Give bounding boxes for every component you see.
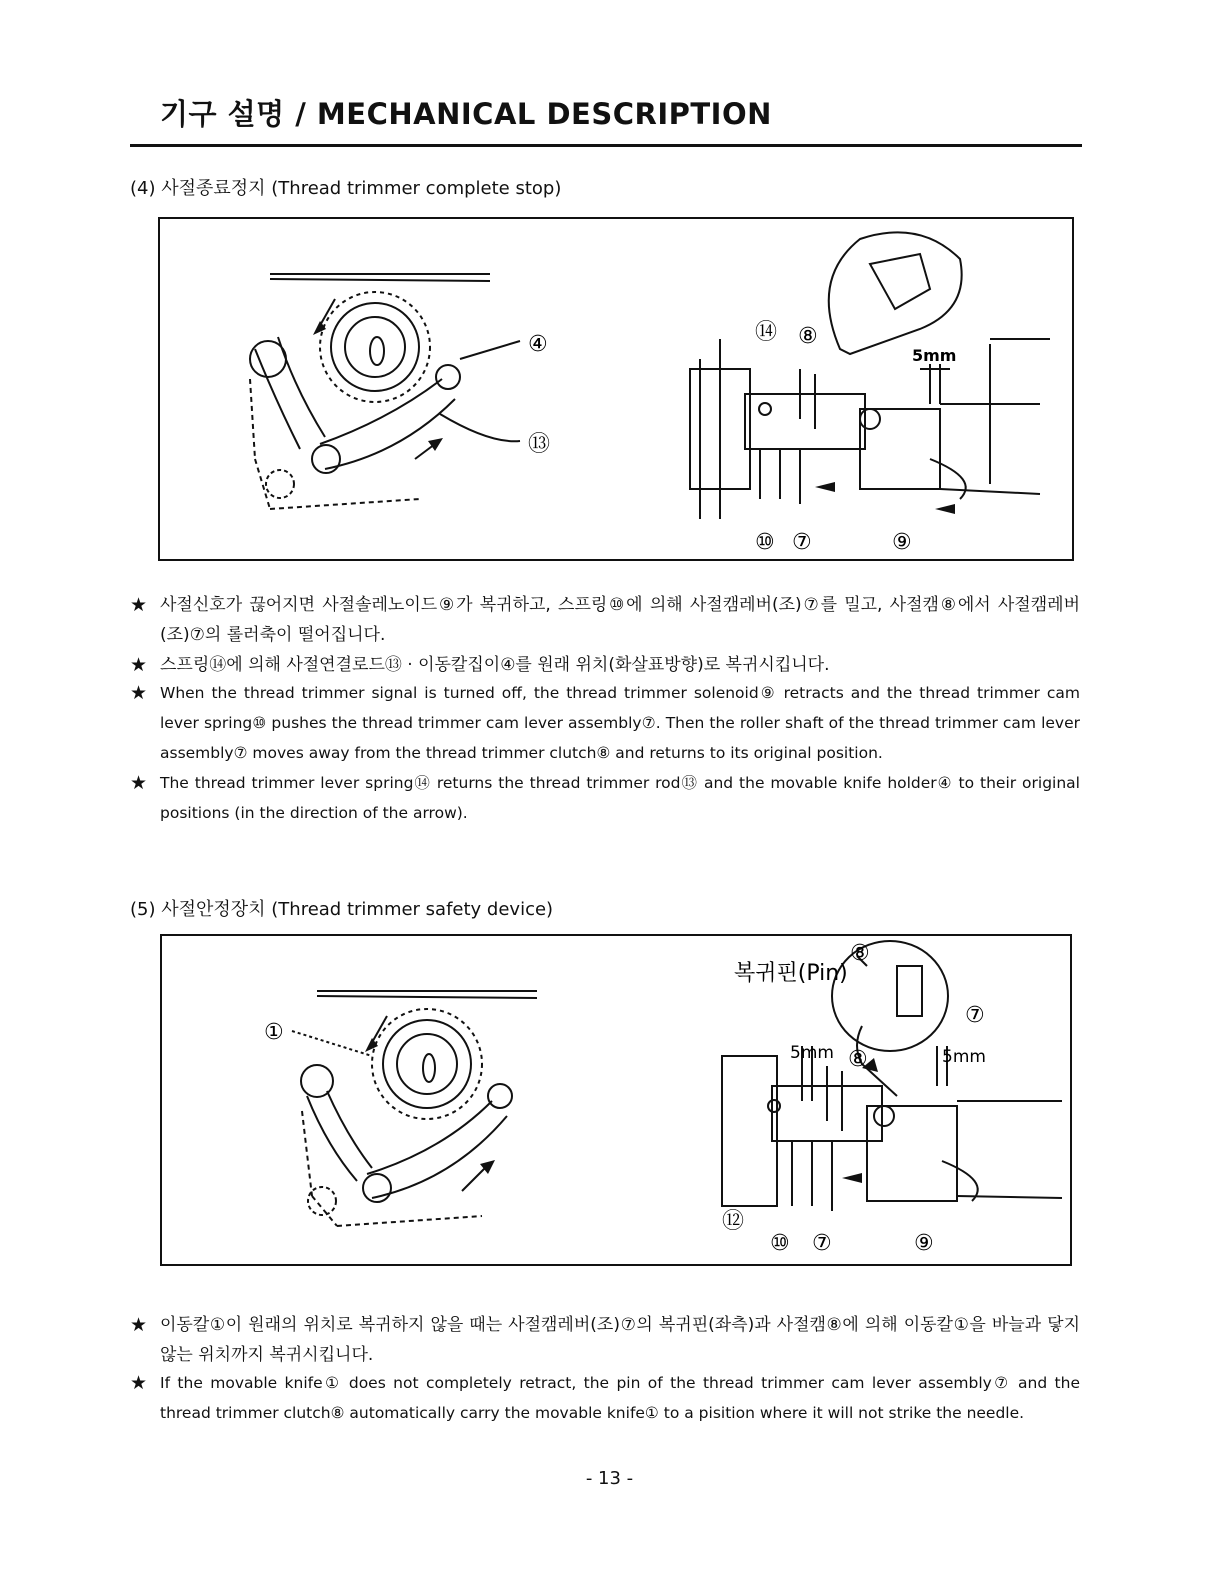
figure-thread-trimmer-safety-device <box>160 934 1072 1266</box>
star-icon: ★ <box>130 1314 148 1336</box>
page-number: - 13 - <box>585 1468 634 1489</box>
callout-7: ⑦ <box>792 530 812 555</box>
section-5-heading: (5) 사절안정장치 (Thread trimmer safety device) <box>130 899 554 920</box>
callout-4: ④ <box>528 332 548 357</box>
title-rule <box>130 144 1082 147</box>
callout-7-top: ⑦ <box>965 1003 985 1028</box>
star-icon: ★ <box>130 654 148 676</box>
dimension-5mm: 5mm <box>912 346 957 365</box>
callout-14: ⑭ <box>755 320 778 345</box>
callout-10: ⑩ <box>770 1231 790 1256</box>
dimension-left-5mm: 5mm <box>790 1043 834 1063</box>
s4-bullet-3: ★ When the thread trimmer signal is turned off, the thread trimmer solenoid⑨ retracts and the thread trimmer cam lever spring⑩ pushes the thread trimmer cam lever assembly⑦. Then the roller shaft of the thread trimmer cam lever assembly⑦ moves away from the thread trimmer clutch⑧ and returns to its original position. <box>130 678 1080 768</box>
callout-9: ⑨ <box>892 530 912 555</box>
star-icon: ★ <box>130 1372 148 1394</box>
callout-9: ⑨ <box>914 1231 934 1256</box>
star-icon: ★ <box>130 772 148 794</box>
callout-1: ① <box>264 1020 284 1045</box>
star-icon: ★ <box>130 594 148 616</box>
s5-bullet-2: ★ If the movable knife① does not completely retract, the pin of the thread trimmer cam lever assembly⑦ and the thread trimmer clutch⑧ automatically carry the movable knife① to a pisition where it will not strike the needle. <box>130 1368 1080 1428</box>
pin-label: 복귀핀(Pin) <box>734 961 848 986</box>
s4-bullet-2: ★ 스프링⑭에 의해 사절연결로드⑬ · 이동칼집이④를 원래 위치(화살표방향)로 복귀시킵니다. <box>130 650 1080 680</box>
section-4-heading: (4) 사절종료정지 (Thread trimmer complete stop) <box>130 178 562 199</box>
star-icon: ★ <box>130 682 148 704</box>
s4-bullet-4: ★ The thread trimmer lever spring⑭ returns the thread trimmer rod⑬ and the movable knife holder④ to their original positions (in the direction of the arrow). <box>130 768 1080 828</box>
callout-13: ⑬ <box>528 432 551 457</box>
callout-10: ⑩ <box>755 530 775 555</box>
s4-bullet-1: ★ 사절신호가 끊어지면 사절솔레노이드⑨가 복귀하고, 스프링⑩에 의해 사절캠레버(조)⑦를 밀고, 사절캠⑧에서 사절캠레버(조)⑦의 롤러축이 떨어집니다. <box>130 590 1080 650</box>
dimension-right-5mm: 5mm <box>942 1047 986 1067</box>
s5-bullet-1: ★ 이동칼①이 원래의 위치로 복귀하지 않을 때는 사절캠레버(조)⑦의 복귀핀(좌측)과 사절캠⑧에 의해 이동칼①을 바늘과 닿지 않는 위치까지 복귀시킵니다. <box>130 1310 1080 1370</box>
callout-8: ⑧ <box>798 324 818 349</box>
callout-8-top: ⑧ <box>850 941 870 966</box>
callout-7: ⑦ <box>812 1231 832 1256</box>
figure-4-drawing <box>160 219 1072 559</box>
callout-8-mid: ⑧ <box>848 1047 868 1072</box>
callout-12: ⑫ <box>722 1209 745 1234</box>
figure-thread-trimmer-complete-stop <box>158 217 1074 561</box>
figure-5-drawing <box>162 936 1070 1264</box>
page-title: 기구 설명 / MECHANICAL DESCRIPTION <box>160 97 772 131</box>
